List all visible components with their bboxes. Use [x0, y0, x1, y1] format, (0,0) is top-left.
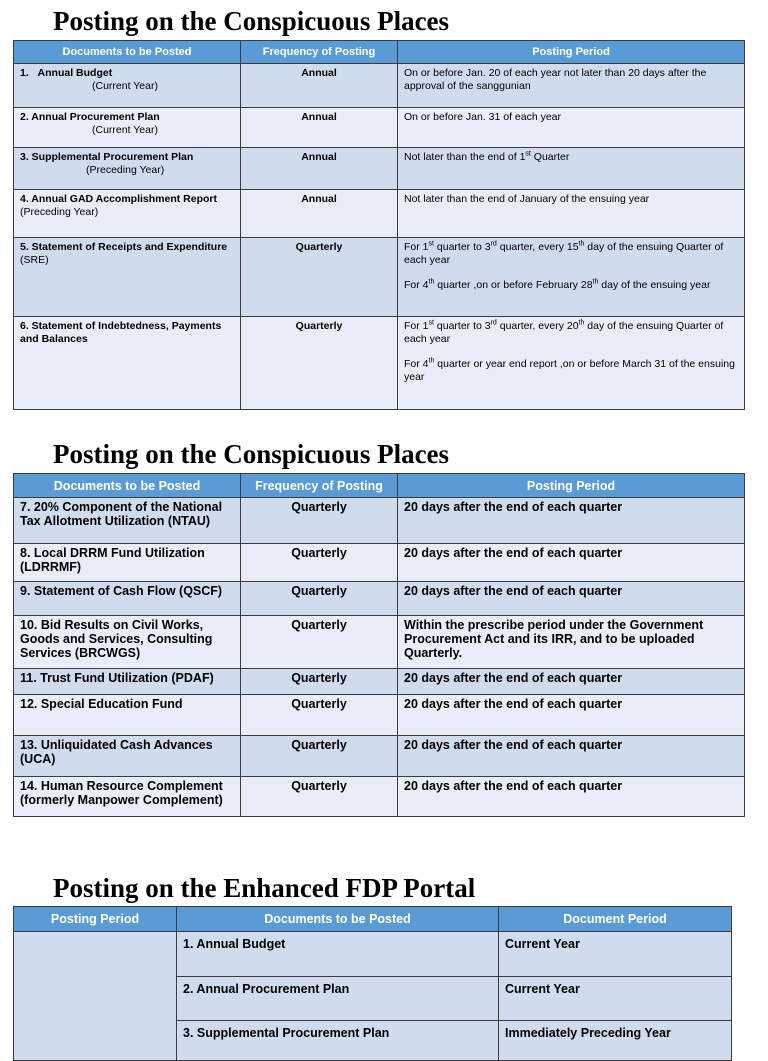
- period-cell: 20 days after the end of each quarter: [398, 777, 745, 817]
- frequency-cell: Quarterly: [241, 317, 398, 410]
- document-cell: 9. Statement of Cash Flow (QSCF): [14, 582, 241, 616]
- column-header-documents: Documents to be Posted: [14, 474, 241, 498]
- table-row: [14, 669, 745, 695]
- period-cell: For 1st quarter to 3rd quarter, every 20th day of the ensuing Quarter of each year For 4th quarter or year end report ,on or before March 31 of the ensuing year: [398, 317, 745, 410]
- column-header-documents: Documents to be Posted: [14, 41, 241, 64]
- frequency-cell: Quarterly: [241, 669, 398, 695]
- table-row: [14, 238, 745, 317]
- period-cell: 20 days after the end of each quarter: [398, 669, 745, 695]
- document-note: (Preceding Year): [86, 164, 165, 176]
- column-header-documents: Documents to be Posted: [177, 907, 499, 932]
- document-note: (Current Year): [92, 80, 158, 92]
- frequency-cell: Quarterly: [241, 777, 398, 817]
- table-row: [14, 582, 745, 616]
- table-row: [14, 108, 745, 148]
- table-header-row: [14, 474, 745, 498]
- table-header-row: [14, 907, 732, 932]
- document-cell: 14. Human Resource Complement (formerly Manpower Complement): [14, 777, 241, 817]
- section1-title: Posting on the Conspicuous Places: [53, 6, 450, 36]
- frequency-cell: Quarterly: [241, 582, 398, 616]
- column-header-period: Posting Period: [398, 474, 745, 498]
- document-name: Annual Budget: [37, 67, 113, 79]
- document-cell: 11. Trust Fund Utilization (PDAF): [14, 669, 241, 695]
- period-cell: 20 days after the end of each quarter: [398, 544, 745, 582]
- frequency-cell: Quarterly: [241, 544, 398, 582]
- column-header-document-period: Document Period: [499, 907, 732, 932]
- document-cell: [14, 64, 241, 108]
- row-number: 1.: [20, 67, 29, 79]
- document-cell: 13. Unliquidated Cash Advances (UCA): [14, 736, 241, 777]
- period-cell: 20 days after the end of each quarter: [398, 498, 745, 544]
- table-row: [14, 148, 745, 190]
- document-note: (Preceding Year): [20, 206, 99, 218]
- frequency-cell: Quarterly: [241, 736, 398, 777]
- document-cell: [14, 148, 241, 190]
- frequency-cell: Annual: [241, 190, 398, 238]
- table-row: [14, 190, 745, 238]
- document-cell: [14, 238, 241, 317]
- period-cell: 20 days after the end of each quarter: [398, 582, 745, 616]
- period-cell: Within the prescribe period under the Government Procurement Act and its IRR, and to be uploaded Quarterly.: [398, 616, 745, 669]
- table-row: [14, 64, 745, 108]
- document-name: 5. Statement of Receipts and Expenditure: [20, 241, 228, 253]
- table-row: [14, 695, 745, 736]
- document-note: (Current Year): [92, 124, 158, 136]
- period-cell: Not later than the end of January of the ensuing year: [398, 190, 745, 238]
- table-row: [14, 498, 745, 544]
- table-row: [14, 616, 745, 669]
- period-cell: For 1st quarter to 3rd quarter, every 15th day of the ensuing Quarter of each year For 4th quarter ,on or before February 28th day of the ensuing year: [398, 238, 745, 317]
- table-header-row: [14, 41, 745, 64]
- frequency-cell: Quarterly: [241, 238, 398, 317]
- table-row: [14, 317, 745, 410]
- frequency-cell: Quarterly: [241, 498, 398, 544]
- document-name: 3. Supplemental Procurement Plan: [20, 151, 194, 163]
- frequency-cell: Annual: [241, 64, 398, 108]
- period-cell: 20 days after the end of each quarter: [398, 695, 745, 736]
- document-cell: 7. 20% Component of the National Tax Allotment Utilization (NTAU): [14, 498, 241, 544]
- period-cell: 20 days after the end of each quarter: [398, 736, 745, 777]
- posting-period-cell: [14, 932, 177, 1061]
- period-cell: On or before Jan. 20 of each year not later than 20 days after the approval of the sanggunian: [398, 64, 745, 108]
- document-period-cell: Immediately Preceding Year: [499, 1021, 732, 1061]
- frequency-cell: Quarterly: [241, 695, 398, 736]
- document-note: (SRE): [20, 254, 49, 266]
- column-header-frequency: Frequency of Posting: [241, 41, 398, 64]
- section3-title: Posting on the Enhanced FDP Portal: [53, 873, 476, 903]
- document-cell: 8. Local DRRM Fund Utilization (LDRRMF): [14, 544, 241, 582]
- section2-title: Posting on the Conspicuous Places: [53, 439, 450, 469]
- document-name: 6. Statement of Indebtedness, Payments and Balances: [20, 320, 222, 345]
- table-row: [14, 932, 732, 977]
- frequency-cell: Quarterly: [241, 616, 398, 669]
- document-cell: 2. Annual Procurement Plan: [177, 977, 499, 1021]
- document-cell: [14, 190, 241, 238]
- frequency-cell: Annual: [241, 108, 398, 148]
- period-cell: On or before Jan. 31 of each year: [398, 108, 745, 148]
- document-cell: [14, 108, 241, 148]
- document-cell: 12. Special Education Fund: [14, 695, 241, 736]
- document-cell: 3. Supplemental Procurement Plan: [177, 1021, 499, 1061]
- document-cell: 10. Bid Results on Civil Works, Goods and Services, Consulting Services (BRCWGS): [14, 616, 241, 669]
- frequency-cell: Annual: [241, 148, 398, 190]
- column-header-posting-period: Posting Period: [14, 907, 177, 932]
- document-name: 2. Annual Procurement Plan: [20, 111, 160, 123]
- document-period-cell: Current Year: [499, 977, 732, 1021]
- table-row: [14, 544, 745, 582]
- document-period-cell: Current Year: [499, 932, 732, 977]
- conspicuous-places-table-1: [13, 40, 745, 410]
- column-header-period: Posting Period: [398, 41, 745, 64]
- column-header-frequency: Frequency of Posting: [241, 474, 398, 498]
- document-cell: 1. Annual Budget: [177, 932, 499, 977]
- fdp-portal-table: [13, 906, 732, 1061]
- table-row: [14, 777, 745, 817]
- document-name: 4. Annual GAD Accomplishment Report: [20, 193, 217, 205]
- period-cell: Not later than the end of 1st Quarter: [398, 148, 745, 190]
- conspicuous-places-table-2: [13, 473, 745, 817]
- document-cell: [14, 317, 241, 410]
- table-row: [14, 736, 745, 777]
